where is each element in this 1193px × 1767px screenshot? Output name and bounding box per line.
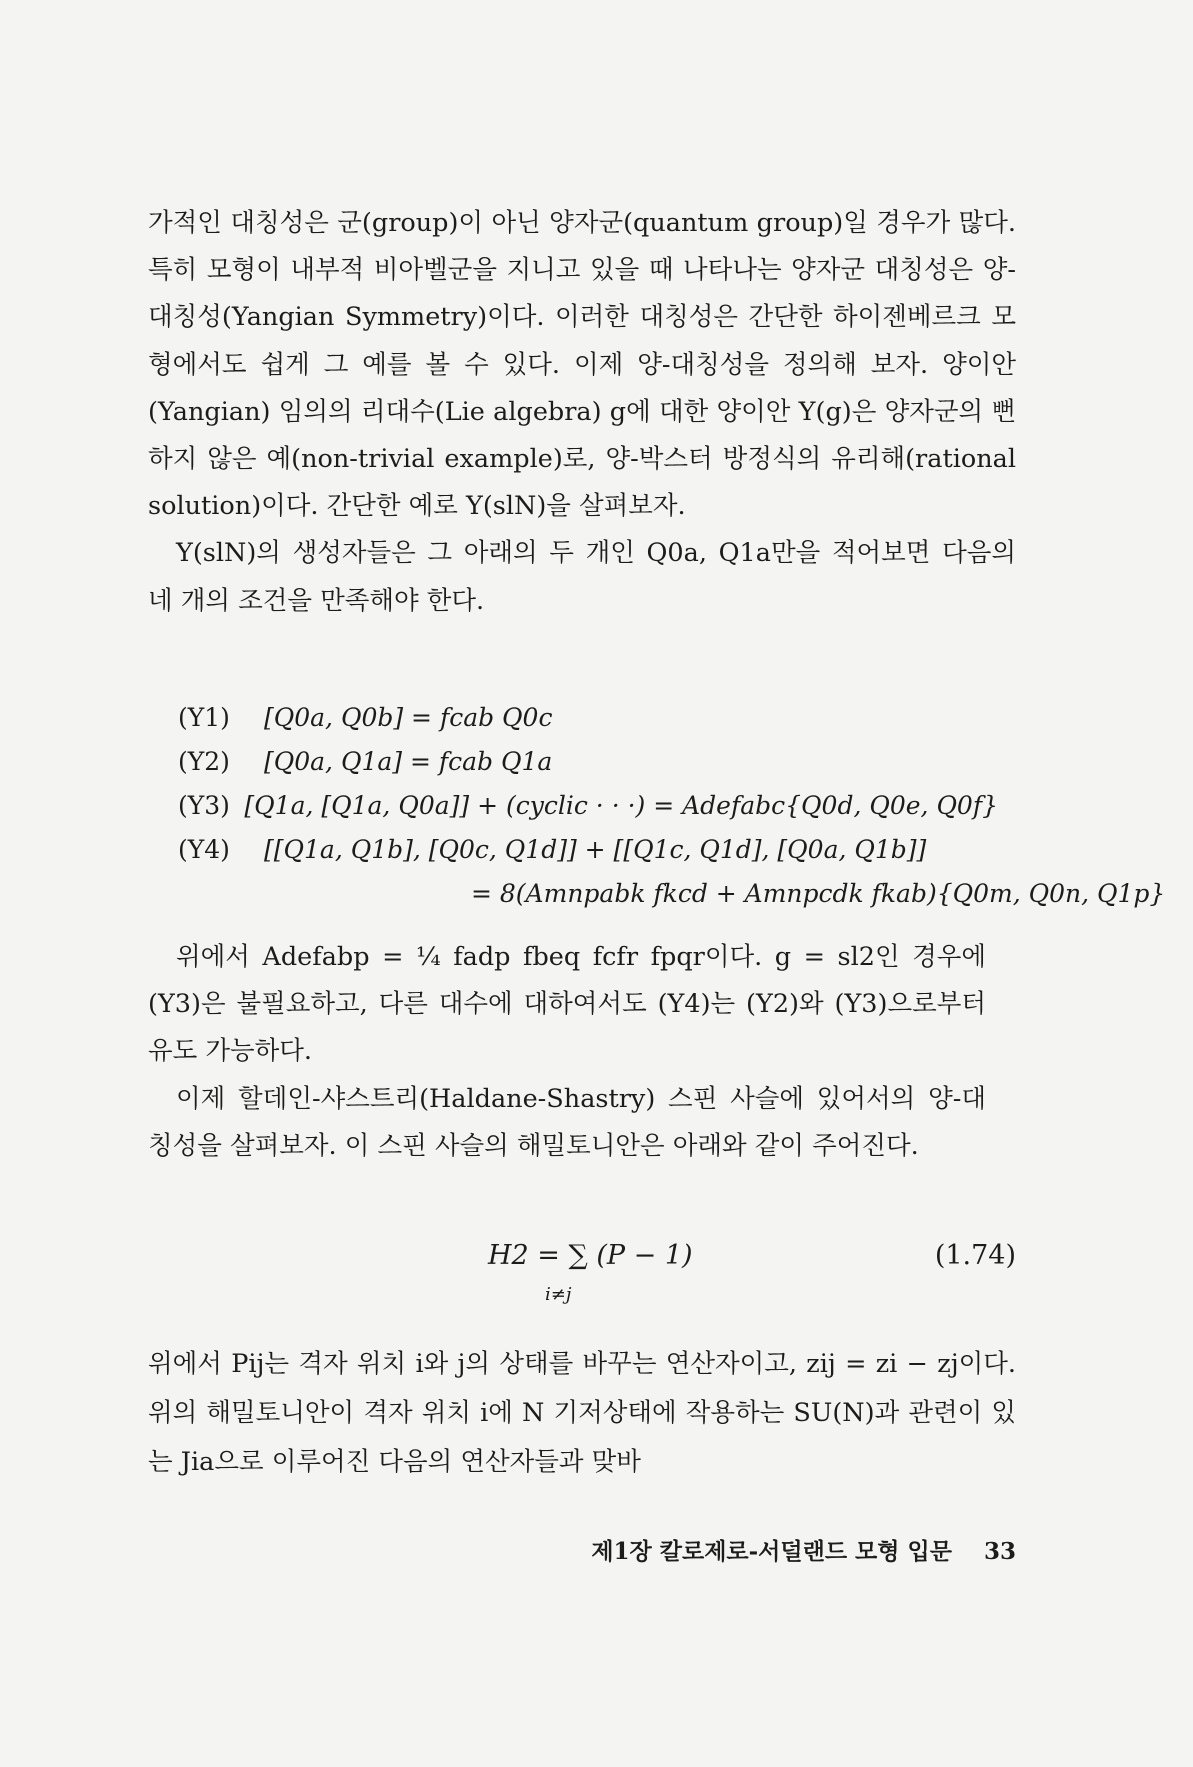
yangian-conditions	[148, 696, 1166, 1170]
equation-y4-continuation	[178, 872, 1166, 916]
equation-expr: [Q1a, [Q1a, Q0a]] + (cyclic · · ·) = Adefabc{Q0d, Q0e, Q0f}	[244, 791, 998, 820]
page-footer	[148, 1533, 1016, 1566]
equation-label: (Y4)	[178, 835, 230, 864]
page-number: 33	[983, 1538, 1016, 1565]
equation-y3	[178, 784, 998, 828]
closing-text	[148, 1340, 1016, 1487]
equation-y2	[178, 740, 998, 784]
hamiltonian-formula: H2 = ∑ (P − 1)	[488, 1240, 693, 1271]
sum-subscript: i≠j	[545, 1284, 572, 1305]
equation-expr: = 8(Amnpabk fkcd + Amnpcdk fkab){Q0m, Q0n, Q1p}	[471, 879, 1166, 908]
paragraph-haldane-shastry: 이제 할데인-샤스트리(Haldane-Shastry) 스핀 사슬에 있어서의 양-대칭성을 살펴보자. 이 스핀 사슬의 해밀토니안은 아래와 같이 주어진다.	[148, 1083, 986, 1161]
display-equation-1-74	[148, 1240, 1016, 1310]
equation-label: (Y1)	[178, 703, 230, 732]
paragraph-intro: 가적인 대칭성은 군(group)이 아닌 양자군(quantum group)일 경우가 많다. 특히 모형이 내부적 비아벨군을 지니고 있을 때 나타나는 양자군 대칭성은 양-대칭성(Yangian Symmetry)이다. 이러한 대칭성은 간단한 하이젠베르크 모형에서도 쉽게 그 예를 볼 수 있다. 이제 양-대칭성을 정의해 보자. 양이안(Yangian) 임의의 리대수(Lie algebra) g에 대한 양이안 Y(g)은 양자군의 뻔하지 않은 예(non-trivial example)로, 양-박스터 방정식의 유리해(rational solution)이다. 간단한 예로 Y(slN)을 살펴보자.	[148, 208, 1016, 522]
equation-expr: [[Q1a, Q1b], [Q0c, Q1d]] + [[Q1c, Q1d], [Q0a, Q1b]]	[264, 835, 927, 864]
equation-expr: [Q0a, Q1a] = fcab Q1a	[264, 747, 553, 776]
equation-number: (1.74)	[934, 1240, 1016, 1271]
equation-label: (Y3)	[178, 791, 230, 820]
equation-label: (Y2)	[178, 747, 230, 776]
chapter-title: 제1장 칼로제로-서덜랜드 모형 입문	[591, 1538, 952, 1565]
paragraph-after-equations: 위에서 Adefabp = ¼ fadp fbeq fcfr fpqr이다. g = sl2인 경우에 (Y3)은 불필요하고, 다른 대수에 대하여서도 (Y4)는 (Y2)와 (Y3)으로부터 유도 가능하다.	[148, 942, 986, 1067]
equation-y4	[178, 828, 998, 872]
paragraph-generators: Y(slN)의 생성자들은 그 아래의 두 개인 Q0a, Q1a만을 적어보면 다음의 네 개의 조건을 만족해야 한다.	[148, 538, 1016, 616]
paragraph-closing: 위에서 Pij는 격자 위치 i와 j의 상태를 바꾸는 연산자이고, zij = zi − zj이다. 위의 해밀토니안이 격자 위치 i에 N 기저상태에 작용하는 SU(N)과 관련이 있는 Jia으로 이루어진 다음의 연산자들과 맞바	[148, 1349, 1016, 1477]
body-text	[148, 200, 1016, 625]
equation-expr: [Q0a, Q0b] = fcab Q0c	[264, 703, 553, 732]
equation-y1	[178, 696, 998, 740]
